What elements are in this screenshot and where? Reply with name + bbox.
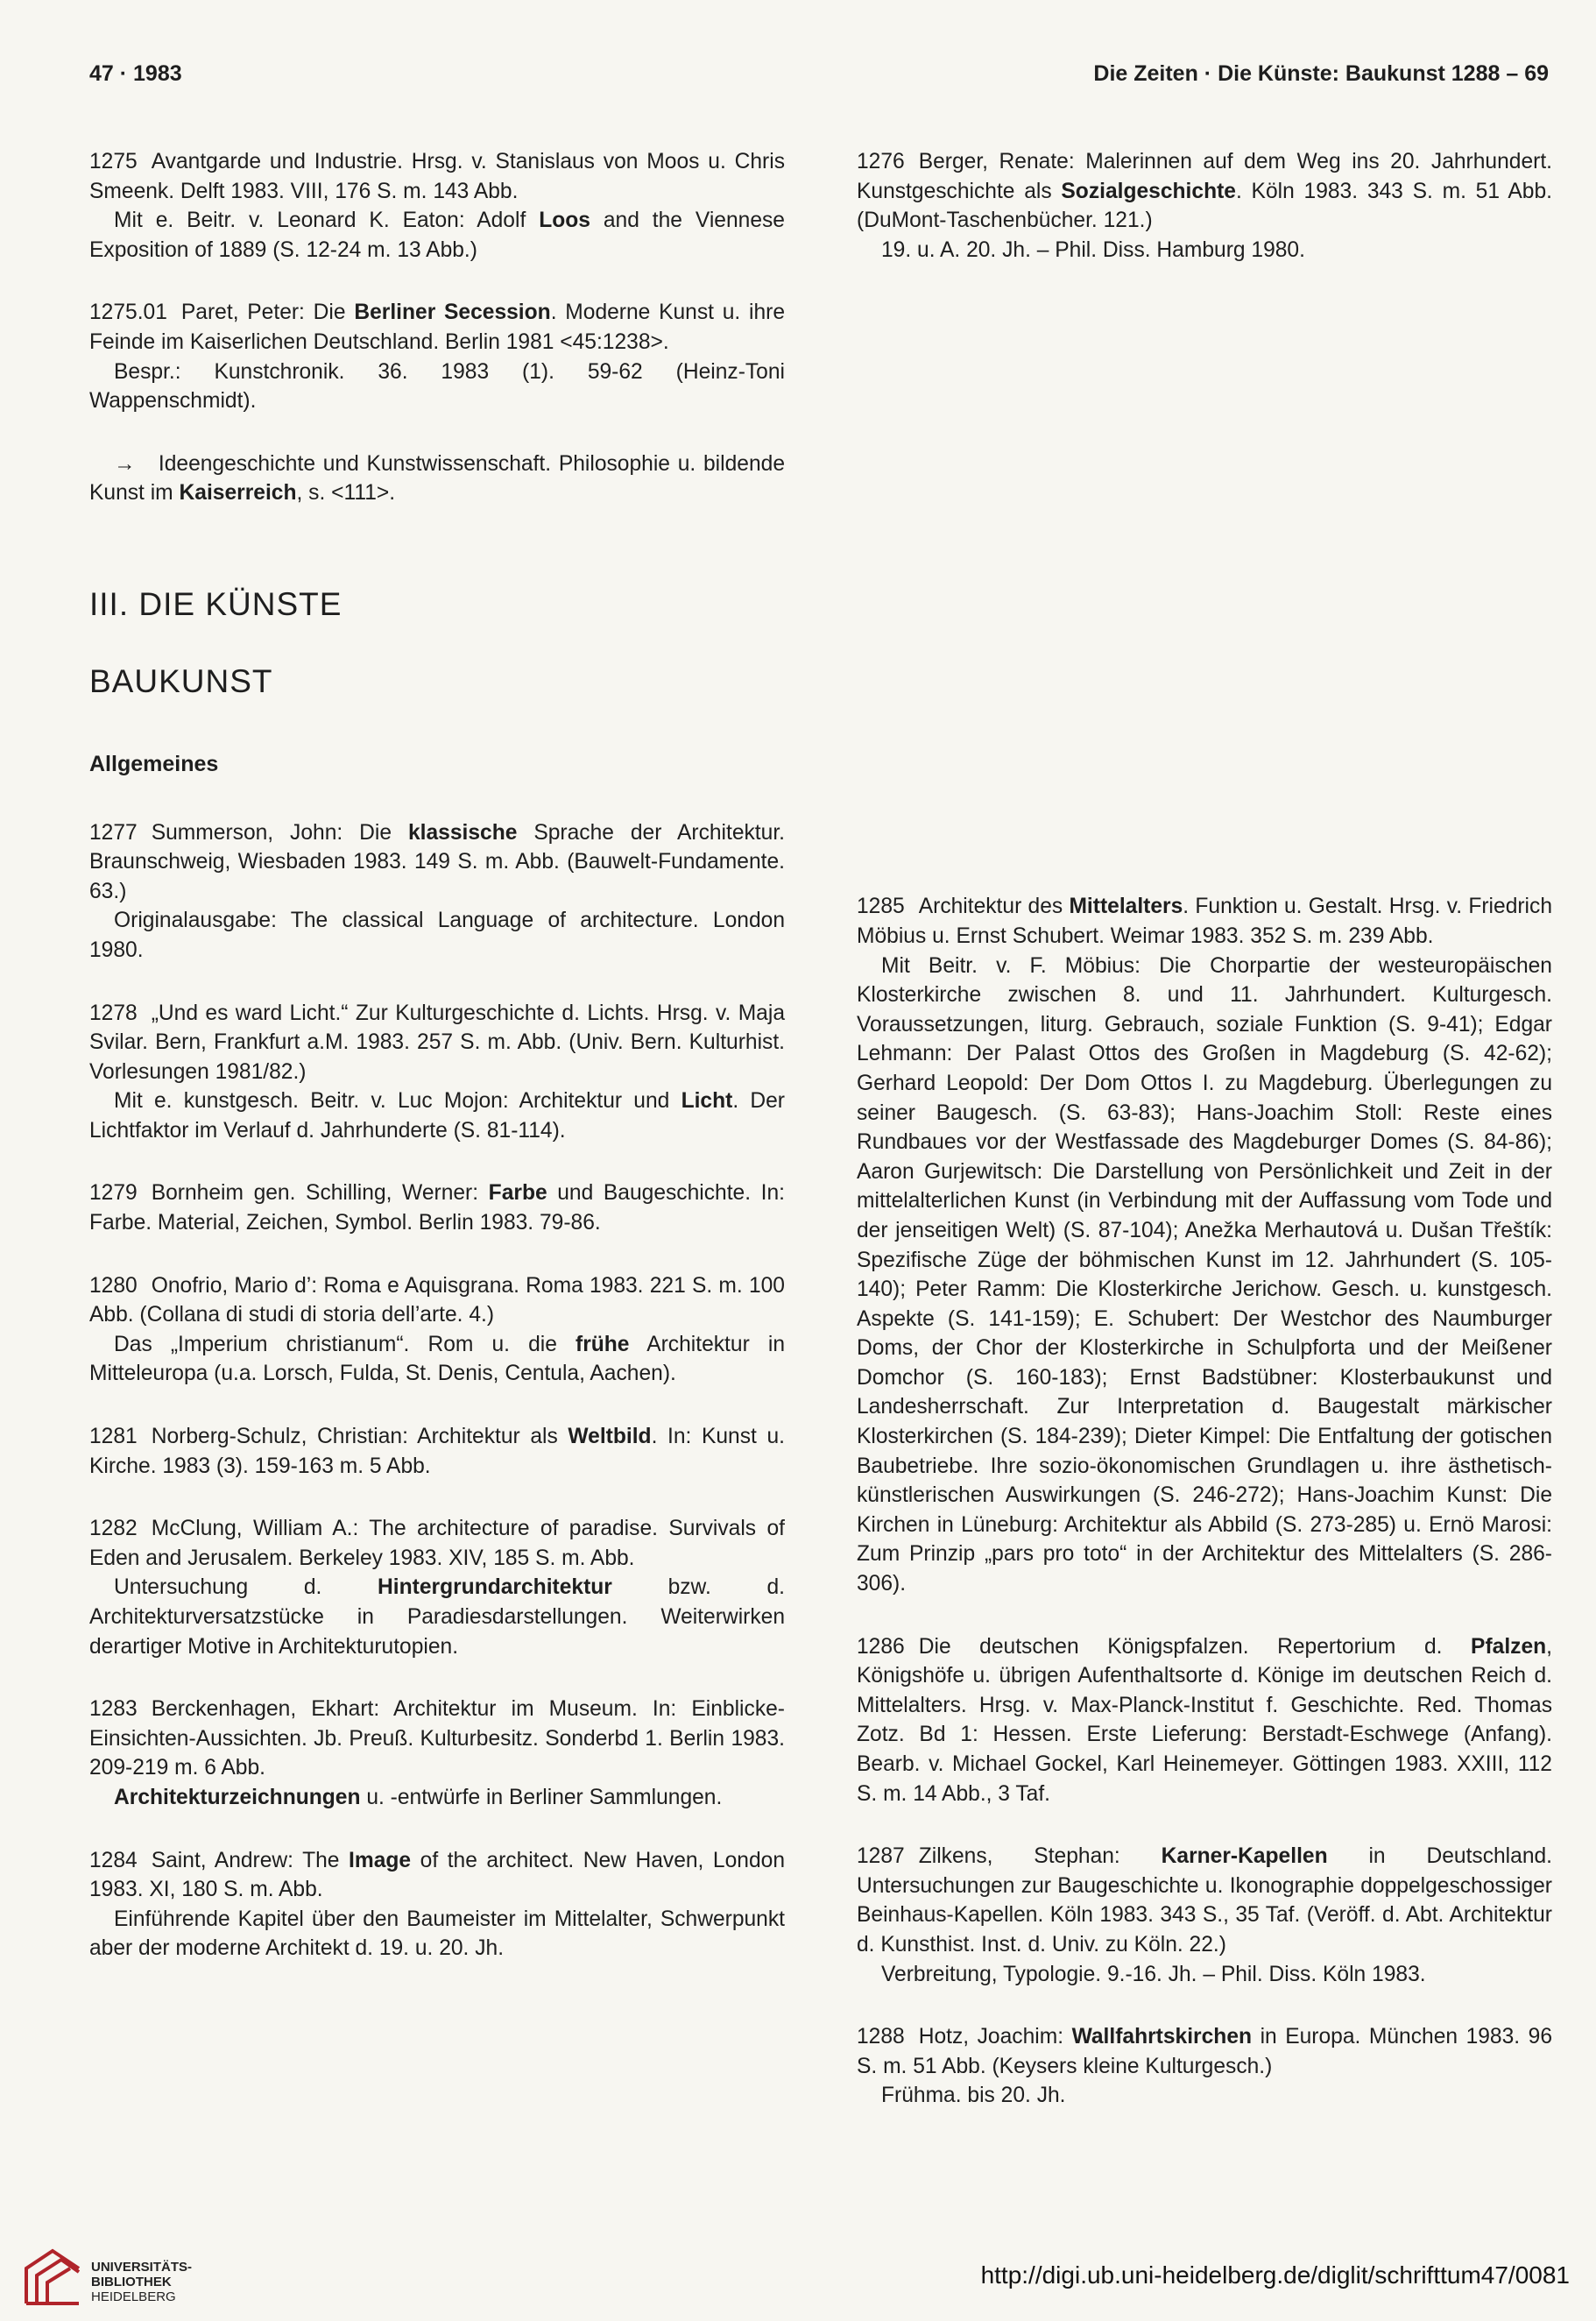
entry-annotation: Originalausgabe: The classical Language of architecture. London 1980. [89,909,785,962]
header-volume-year: 47 · 1983 [89,61,182,86]
entry-citation-rest: . Köln 1983. 343 S. m. 51 Abb. (DuMont-Taschenbücher. 121.) [857,179,1552,233]
running-header [89,61,1549,93]
entry-annotation: 19. u. A. 20. Jh. – Phil. Diss. Hamburg 1980. [881,237,1305,262]
entry-annotation: Frühma. bis 20. Jh. [881,2084,1066,2108]
entry-annotation: Untersuchung d. [114,1575,378,1600]
entry-citation-rest: Sprache der Architektur. Braunschweig, Wiesbaden 1983. 149 S. m. Abb. (Bauwelt-Fundamente. 63.) [89,820,785,903]
subsection-heading: Allgemeines [89,751,219,776]
keyword: Weltbild [568,1425,652,1449]
entry-number: 1285 [857,895,905,919]
library-logo-icon[interactable] [18,2242,88,2312]
entry-1278 [89,999,785,1146]
keyword: Farbe [488,1181,547,1206]
entry-citation: Zilkens, Stephan: [918,1844,1162,1869]
entry-citation: Bornheim gen. Schilling, Werner: [151,1181,489,1206]
library-name [91,2260,192,2304]
entry-number: 1282 [89,1517,138,1541]
entry-annotation-rest: and the Viennese Exposition of 1889 (S. 12-24 m. 13 Abb.) [89,209,785,262]
library-name-line2: BIBLIOTHEK [91,2275,172,2289]
entry-citation-rest: in Europa. München 1983. 96 S. m. 51 Abb. (Keysers kleine Kulturgesch.) [857,2025,1552,2078]
cross-reference-target: , s. <111>. [296,481,396,506]
entry-1281 [89,1422,785,1481]
entry-citation: Avantgarde und Industrie. Hrsg. v. Stanislaus von Moos u. Chris Smeenk. Delft 1983. VIII, 176 S. m. 143 Abb. [89,150,785,203]
entry-number: 1279 [89,1181,138,1206]
entry-1284 [89,1846,785,1964]
entry-annotation: Mit e. kunstgesch. Beitr. v. Luc Mojon: Architektur und [114,1089,681,1114]
entry-1286 [857,1632,1552,1809]
entry-citation-rest: of the architect. New Haven, London 1983. XI, 180 S. m. Abb. [89,1848,785,1902]
keyword: Wallfahrtskirchen [1071,2025,1253,2049]
entry-citation: Die deutschen Königspfalzen. Repertorium d. [918,1634,1472,1659]
permalink-url[interactable]: http://digi.ub.uni-heidelberg.de/diglit/schrifttum47/0081 [980,2261,1570,2289]
entry-number: 1278 [89,1001,138,1025]
entry-citation: Onofrio, Mario d’: Roma e Aquisgrana. Roma 1983. 221 S. m. 100 Abb. (Collana di studi di storia dell’arte. 4.) [89,1273,785,1327]
entry-1280 [89,1271,785,1389]
keyword: Kaiserreich [179,481,297,506]
entry-citation-rest: . Moderne Kunst u. ihre Feinde im Kaiserlichen Deutschland. Berlin 1981 <45:1238>. [89,301,786,354]
entry-citation: Architektur des [918,895,1070,919]
entry-number: 1283 [89,1697,138,1722]
entry-number: 1280 [89,1273,138,1298]
entry-number: 1287 [857,1844,905,1869]
entry-annotation-rest: . Der Lichtfaktor im Verlauf d. Jahrhunderte (S. 81-114). [89,1089,785,1143]
keyword: Architekturzeichnungen [114,1785,361,1809]
right-column [857,147,1552,2144]
section-subtitle: BAUKUNST [89,662,273,699]
entry-number: 1281 [89,1425,138,1449]
arrow-icon: → [114,451,136,476]
entry-citation: McClung, William A.: The architecture of paradise. Survivals of Eden and Jerusalem. Berkeley 1983. XIV, 185 S. m. Abb. [89,1517,785,1570]
entry-citation-rest: in Deutschland. Untersuchungen zur Baugeschichte u. Ikonographie doppelgeschossiger Beinhaus-Kapellen. Köln 1983. 343 S., 35 Taf. (Veröff. d. Abt. Architektur d. Kunsthist. Inst. d. Univ. zu Köln. 22.) [857,1844,1553,1957]
header-section-pages: Die Zeiten · Die Künste: Baukunst 1288 – 69 [1093,61,1549,86]
entry-1282 [89,1514,785,1661]
entry-citation-rest: . In: Kunst u. Kirche. 1983 (3). 159-163 m. 5 Abb. [89,1425,785,1478]
entry-annotation: Mit e. Beitr. v. Leonard K. Eaton: Adolf [114,209,540,233]
keyword: Berliner Secession [354,301,551,325]
keyword: frühe [576,1332,630,1356]
entry-citation-rest: , Königshöfe u. übrigen Aufenthaltsorte d. Könige im deutschen Reich d. Mittelalters. Hrsg. v. Max-Planck-Institut f. Geschichte. Red. Thomas Zotz. Bd 1: Hessen. Erste Lieferung: Berstadt-Eschwege (Anfang). Bearb. v. Michael Gockel, Karl Heinemeyer. Göttingen 1983. XXIII, 112 S. m. 14 Abb., 3 Taf. [857,1634,1552,1806]
library-name-line1: UNIVERSITÄTS- [91,2260,193,2275]
library-name-line3: HEIDELBERG [91,2289,176,2304]
entry-citation: „Und es ward Licht.“ Zur Kulturgeschichte d. Lichts. Hrsg. v. Maja Svilar. Bern, Frankfurt a.M. 1983. 257 S. m. Abb. (Univ. Bern. Kulturhist. Vorlesungen 1981/82.) [89,1001,785,1084]
keyword: Licht [681,1089,733,1114]
entry-annotation-rest: bzw. d. Architekturversatzstücke in Paradiesdarstellungen. Weiterwirken derartiger Motive in Architekturutopien. [89,1575,785,1659]
entry-citation: Berger, Renate: Malerinnen auf dem Weg ins 20. Jahrhundert. Kunstgeschichte als [857,150,1552,203]
keyword: Pfalzen [1471,1634,1547,1659]
entry-1288 [857,2022,1552,2111]
entry-1275 [89,147,785,265]
entry-number: 1286 [857,1634,905,1659]
entry-citation: Saint, Andrew: The [151,1848,350,1872]
keyword: klassische [407,820,518,845]
entry-annotation: Das „Imperium christianum“. Rom u. die [114,1332,576,1356]
entry-citation: Norberg-Schulz, Christian: Architektur als [151,1425,568,1449]
entry-1277 [89,818,785,966]
entry-1275-01 [89,298,785,415]
entry-number: 1284 [89,1848,138,1872]
entry-citation: Berckenhagen, Ekhart: Architektur im Museum. In: Einblicke-Einsichten-Aussichten. Jb. Preuß. Kulturbesitz. Sonderbd 1. Berlin 1983. 209-219 m. 6 Abb. [89,1697,785,1780]
entry-citation: Paret, Peter: Die [180,301,355,325]
entry-1285 [857,892,1552,1598]
entry-number: 1275 [89,150,138,173]
entry-number: 1288 [857,2025,905,2049]
keyword: Image [349,1848,412,1872]
entry-annotation-rest: Architektur in Mitteleuropa (u.a. Lorsch, Fulda, St. Denis, Centula, Aachen). [89,1332,785,1386]
left-column [89,147,785,1997]
cross-reference [89,449,785,508]
entry-annotation: Einführende Kapitel über den Baumeister im Mittelalter, Schwerpunkt aber der moderne Architekt d. 19. u. 20. Jh. [89,1907,785,1961]
entry-annotation: Verbreitung, Typologie. 9.-16. Jh. – Phil. Diss. Köln 1983. [881,1962,1426,1986]
keyword: Loos [539,209,590,233]
entry-citation: Summerson, John: Die [151,820,408,845]
blank-space [857,298,1552,892]
entry-annotation-rest: u. -entwürfe in Berliner Sammlungen. [360,1785,723,1809]
entry-citation: Hotz, Joachim: [918,2025,1072,2049]
entry-citation-rest: und Baugeschichte. In: Farbe. Material, Zeichen, Symbol. Berlin 1983. 79-86. [89,1181,785,1235]
entry-1279 [89,1178,785,1237]
keyword: Mittelalters [1069,895,1183,919]
keyword: Hintergrundarchitektur [378,1575,612,1600]
entry-contents: Mit Beitr. v. F. Möbius: Die Chorpartie der westeuropäischen Klosterkirche zwischen 8. und 11. Jahrhundert. Kulturgesch. Voraussetzungen, liturg. Gebrauch, soziale Funktion (S. 9-41); Edgar Lehmann: Der Palast Ottos des Großen in Magdeburg (S. 42-62); Gerhard Leopold: Der Dom Ottos I. zu Magdeburg. Überlegungen zu seiner Baugesch. (S. 63-83); Hans-Joachim Stoll: Reste eines Rundbaues vor der Westfassade des Magdeburger Domes (S. 84-86); Aaron Gurjewitsch: Die Darstellung von Persönlichkeit und Zeit in der mittelalterlichen Kunst (in Verbindung mit der Auffassung vom Tode und der jenseitigen Welt) (S. 87-104); Anežka Merhautová u. Dušan Třeštík: Spezifische Züge der böhmischen Kunst im 12. Jahrhundert (S. 105-140); Peter Ramm: Die Klosterkirche Jerichow. Gesch. u. kunstgesch. Aspekte (S. 141-159); E. Schubert: Der Westchor des Naumburger Doms, der Chor der Klosterkirche in Schulpforta und der Meißener Domchor (S. 160-183); Ernst Badstübner: Klosterbaukunst und Landesherrschaft. Zur Interpretation d. Baugestalt märkischer Klosterkirchen (S. 184-239); Dieter Kimpel: Die Entfaltung der gotischen Baubetriebe. Ihre sozio-ökonomischen Grundlagen u. ihre ästhetisch-künstlerischen Auswirkungen (S. 246-272); Hans-Joachim Kunst: Die Kirchen in Lüneburg: Architektur als Abbild (S. 273-285) u. Ernö Marosi: Zum Prinzip „pars pro toto“ in der Architektur des Mittelalters (S. 286-306). [857,953,1552,1596]
keyword: Karner-Kapellen [1161,1844,1328,1869]
entry-review: Bespr.: Kunstchronik. 36. 1983 (1). 59-62 (Heinz-Toni Wappenschmidt). [89,359,785,414]
entry-number: 1277 [89,820,138,845]
digitization-footer [0,2233,1596,2321]
entry-number: 1276 [857,150,905,173]
keyword: Sozialgeschichte [1061,179,1236,203]
entry-citation-rest: . Funktion u. Gestalt. Hrsg. v. Friedrich Möbius u. Ernst Schubert. Weimar 1983. 352 S. m. 239 Abb. [857,895,1552,948]
entry-1283 [89,1695,785,1812]
section-title: III. DIE KÜNSTE [89,585,343,622]
entry-1287 [857,1842,1552,1989]
entry-1276 [857,147,1552,265]
entry-number: 1275.01 [89,301,167,325]
cross-reference-text: Ideengeschichte und Kunstwissenschaft. Philosophie u. bildende Kunst im [89,451,786,506]
